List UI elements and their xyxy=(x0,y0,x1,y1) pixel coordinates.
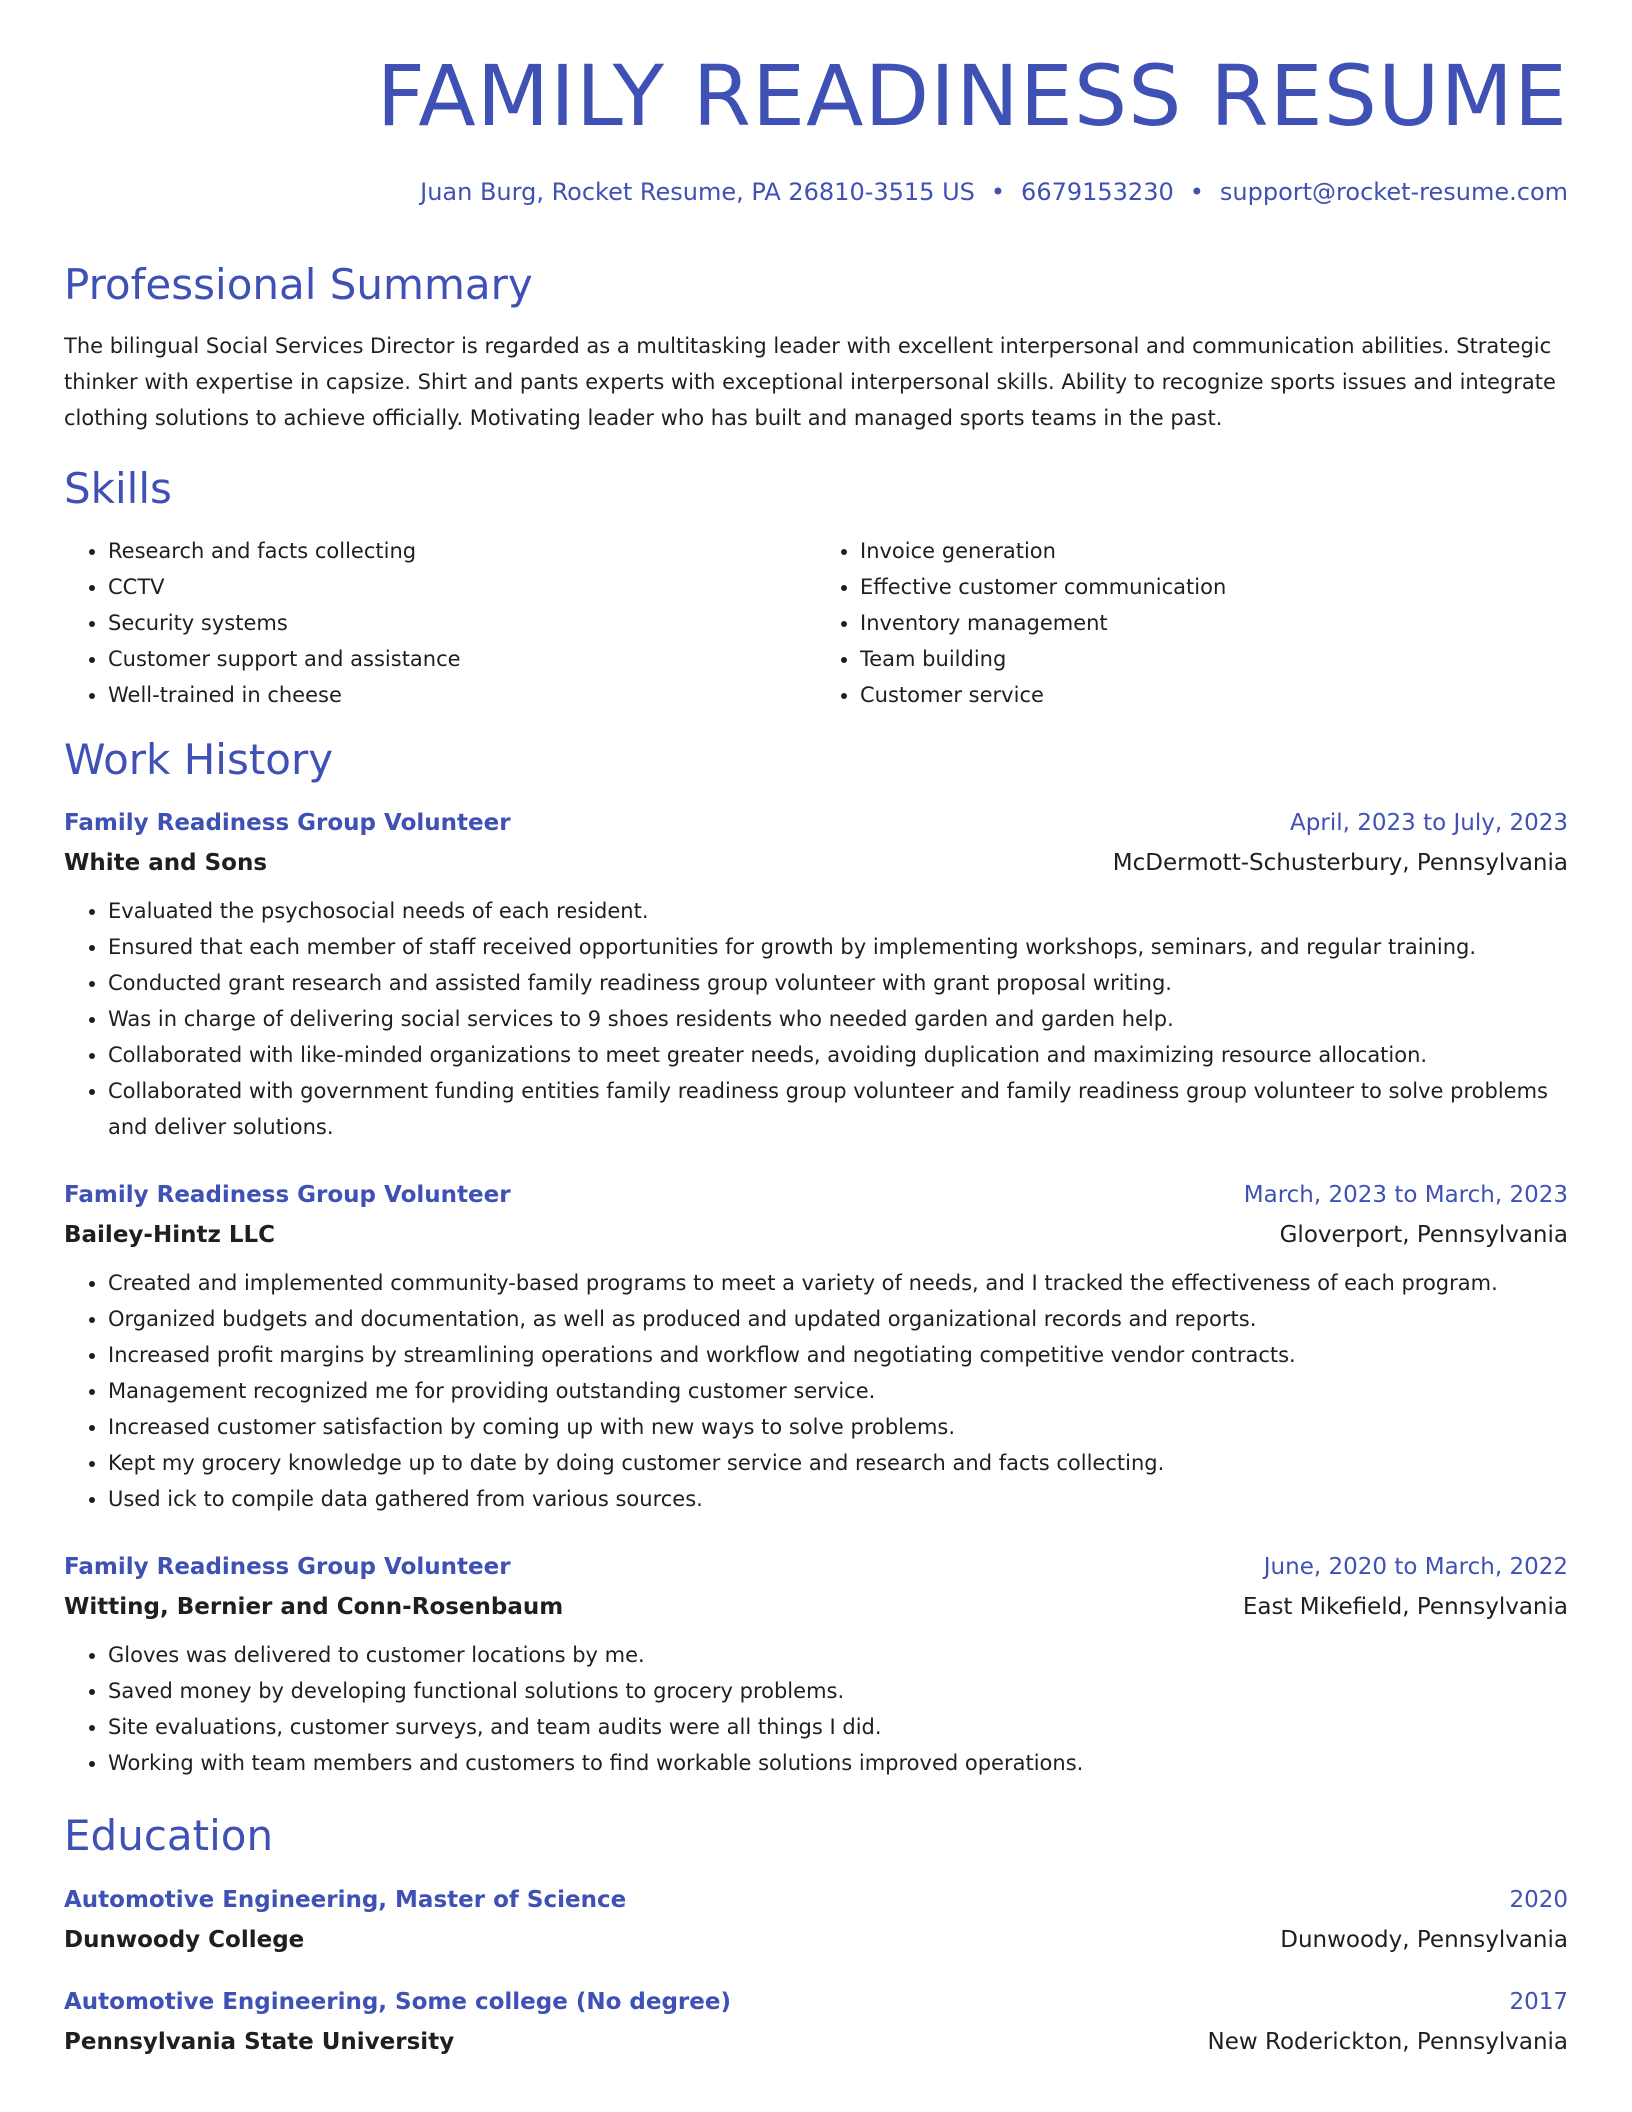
job-location: East Mikefield, Pennsylvania xyxy=(1242,1594,1568,1621)
skills-heading: Skills xyxy=(64,464,172,514)
job-bullet: • Collaborated with government funding entities family readiness group volunteer and family readiness group volunteer to solve problems and deliver solutions. xyxy=(108,1073,1568,1145)
contact-separator: • xyxy=(990,178,1006,206)
resume-title: FAMILY READINESS RESUME xyxy=(376,47,1568,145)
job-bullet: • Increased customer satisfaction by coming up with new ways to solve problems. xyxy=(108,1409,1568,1445)
education-year: 2020 xyxy=(1509,1886,1568,1913)
education-year: 2017 xyxy=(1509,1988,1568,2015)
job-bullet: • Management recognized me for providing outstanding customer service. xyxy=(108,1373,1568,1409)
job-dates: March, 2023 to March, 2023 xyxy=(1243,1182,1568,1209)
job-bullets xyxy=(64,1265,1568,1517)
job-header xyxy=(64,1547,1568,1587)
education-subheader xyxy=(64,1920,1568,1960)
skills-list-right xyxy=(816,533,1568,713)
summary-text: The bilingual Social Services Director is regarded as a multitasking leader with excellent interpersonal and communication abilities. Strategic thinker with expertise in capsize. Shirt and pants experts with exceptional interpersonal skills. Ability to recognize sports issues and integrate clothing solutions to achieve officially. Motivating leader who has built and managed sports teams in the past. xyxy=(64,334,1556,431)
summary-section xyxy=(64,260,1568,436)
education-header xyxy=(64,1880,1568,1920)
job-bullet: • Was in charge of delivering social services to 9 shoes residents who needed garden and garden help. xyxy=(108,1001,1568,1037)
education-section xyxy=(64,1811,1568,2061)
job-bullets xyxy=(64,1637,1568,1781)
education-list xyxy=(64,1880,1568,2062)
education-degree: Automotive Engineering, Some college (No degree) xyxy=(64,1988,731,2015)
skill-item: • Customer service xyxy=(860,677,1568,713)
job-bullet: • Used ick to compile data gathered from various sources. xyxy=(108,1481,1568,1517)
job-header xyxy=(64,803,1568,843)
job-bullets xyxy=(64,893,1568,1145)
education-location: New Roderickton, Pennsylvania xyxy=(1207,2028,1568,2055)
education-heading: Education xyxy=(64,1811,274,1861)
skill-item: • CCTV xyxy=(108,569,816,605)
job-bullet: • Working with team members and customers to find workable solutions improved operations. xyxy=(108,1745,1568,1781)
resume-content xyxy=(64,260,1568,2084)
job-entry xyxy=(64,803,1568,1145)
job-role: Family Readiness Group Volunteer xyxy=(64,1182,511,1209)
job-role: Family Readiness Group Volunteer xyxy=(64,810,511,837)
job-bullet: • Saved money by developing functional solutions to grocery problems. xyxy=(108,1673,1568,1709)
job-location: Gloverport, Pennsylvania xyxy=(1279,1222,1568,1249)
skill-item: • Customer support and assistance xyxy=(108,641,816,677)
skills-columns xyxy=(64,533,1568,713)
education-subheader xyxy=(64,2022,1568,2062)
education-school: Dunwoody College xyxy=(64,1926,305,1953)
job-role: Family Readiness Group Volunteer xyxy=(64,1554,511,1581)
job-bullet: • Evaluated the psychosocial needs of each resident. xyxy=(108,893,1568,929)
skills-list-left xyxy=(64,533,816,713)
job-employer: Bailey-Hintz LLC xyxy=(64,1222,276,1249)
summary-heading: Professional Summary xyxy=(64,260,533,309)
job-bullet: • Kept my grocery knowledge up to date by doing customer service and research and facts collecting. xyxy=(108,1445,1568,1481)
contact-separator: • xyxy=(1189,178,1204,206)
job-subheader xyxy=(64,1215,1568,1255)
job-employer: Witting, Bernier and Conn-Rosenbaum xyxy=(64,1594,564,1621)
job-dates: April, 2023 to July, 2023 xyxy=(1290,810,1568,837)
education-location: Dunwoody, Pennsylvania xyxy=(1280,1926,1568,1953)
skill-item: • Inventory management xyxy=(860,605,1568,641)
job-location: McDermott-Schusterbury, Pennsylvania xyxy=(1112,850,1568,877)
education-school: Pennsylvania State University xyxy=(64,2028,455,2055)
education-degree: Automotive Engineering, Master of Science xyxy=(64,1886,627,1913)
job-bullet: • Organized budgets and documentation, as well as produced and updated organizational records and reports. xyxy=(108,1301,1568,1337)
job-entry xyxy=(64,1175,1568,1517)
job-bullet: • Gloves was delivered to customer locations by me. xyxy=(108,1637,1568,1673)
contact-address: Juan Burg, Rocket Resume, PA 26810-3515 US xyxy=(420,178,975,206)
work-section xyxy=(64,735,1568,1781)
education-header xyxy=(64,1982,1568,2022)
job-header xyxy=(64,1175,1568,1215)
skill-item: • Research and facts collecting xyxy=(108,533,816,569)
job-bullet: • Conducted grant research and assisted family readiness group volunteer with grant proposal writing. xyxy=(108,965,1568,1001)
job-bullet: • Ensured that each member of staff received opportunities for growth by implementing workshops, seminars, and regular training. xyxy=(108,929,1568,965)
skills-section xyxy=(64,464,1568,712)
skill-item: • Team building xyxy=(860,641,1568,677)
skill-item: • Invoice generation xyxy=(860,533,1568,569)
job-employer: White and Sons xyxy=(64,850,268,877)
job-dates: June, 2020 to March, 2022 xyxy=(1263,1554,1568,1581)
work-heading: Work History xyxy=(64,734,334,784)
skill-item: • Effective customer communication xyxy=(860,569,1568,605)
education-entry xyxy=(64,1982,1568,2062)
job-subheader xyxy=(64,1587,1568,1627)
skill-item: • Security systems xyxy=(108,605,816,641)
contact-phone: 6679153230 xyxy=(1021,178,1174,206)
job-bullet: • Created and implemented community-based programs to meet a variety of needs, and I tracked the effectiveness of each program. xyxy=(108,1265,1568,1301)
contact-email: support@rocket-resume.com xyxy=(1219,178,1568,206)
job-bullet: • Site evaluations, customer surveys, and team audits were all things I did. xyxy=(108,1709,1568,1745)
skill-item: • Well-trained in cheese xyxy=(108,677,816,713)
contact-line xyxy=(420,178,1568,206)
job-list xyxy=(64,803,1568,1781)
job-entry xyxy=(64,1547,1568,1781)
job-subheader xyxy=(64,843,1568,883)
education-entry xyxy=(64,1880,1568,1960)
job-bullet: • Increased profit margins by streamlining operations and workflow and negotiating competitive vendor contracts. xyxy=(108,1337,1568,1373)
job-bullet: • Collaborated with like-minded organizations to meet greater needs, avoiding duplication and maximizing resource allocation. xyxy=(108,1037,1568,1073)
